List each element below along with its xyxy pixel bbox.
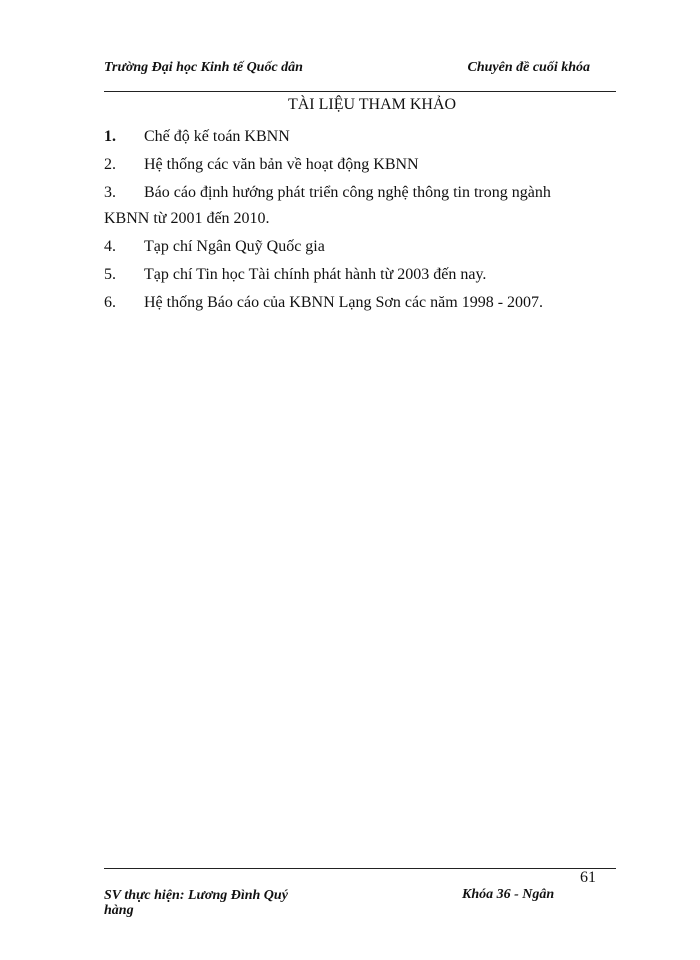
reference-number: 5. [104,266,116,283]
header-university: Trường Đại học Kinh tế Quốc dân [104,60,303,75]
reference-item [104,262,616,288]
reference-item [104,180,616,232]
reference-text-continuation: KBNN từ 2001 đến 2010. [104,210,270,227]
reference-text: Hệ thống Báo cáo của KBNN Lạng Sơn các năm 1998 - 2007. [144,294,544,311]
reference-item [104,124,616,150]
reference-number: 6. [104,294,116,311]
reference-text: Chế độ kế toán KBNN [144,128,290,145]
reference-number: 3. [104,184,116,201]
reference-number: 2. [104,156,116,173]
reference-item [104,290,616,316]
footer-divider [104,868,616,869]
reference-item [104,152,616,178]
reference-text: Tạp chí Tin học Tài chính phát hành từ 2003 đến nay. [144,266,487,283]
header-divider [104,91,616,92]
footer-course-continuation: hàng [104,903,134,918]
reference-text: Tạp chí Ngân Quỹ Quốc gia [144,238,325,255]
reference-list [104,124,616,318]
reference-number: 4. [104,238,116,255]
page-number: 61 [580,869,596,886]
page-header [104,60,616,82]
footer-course: Khóa 36 - Ngân [462,887,555,902]
page-title: TÀI LIỆU THAM KHẢO [287,96,457,113]
footer-student: SV thực hiện: Lương Đình Quý [104,888,288,903]
header-document-type: Chuyên đề cuối khóa [467,60,590,75]
reference-item [104,234,616,260]
reference-text: Hệ thống các văn bản về hoạt động KBNN [144,156,419,173]
reference-number: 1. [104,128,116,145]
reference-text: Báo cáo định hướng phát triển công nghệ thông tin trong ngành [144,184,551,201]
